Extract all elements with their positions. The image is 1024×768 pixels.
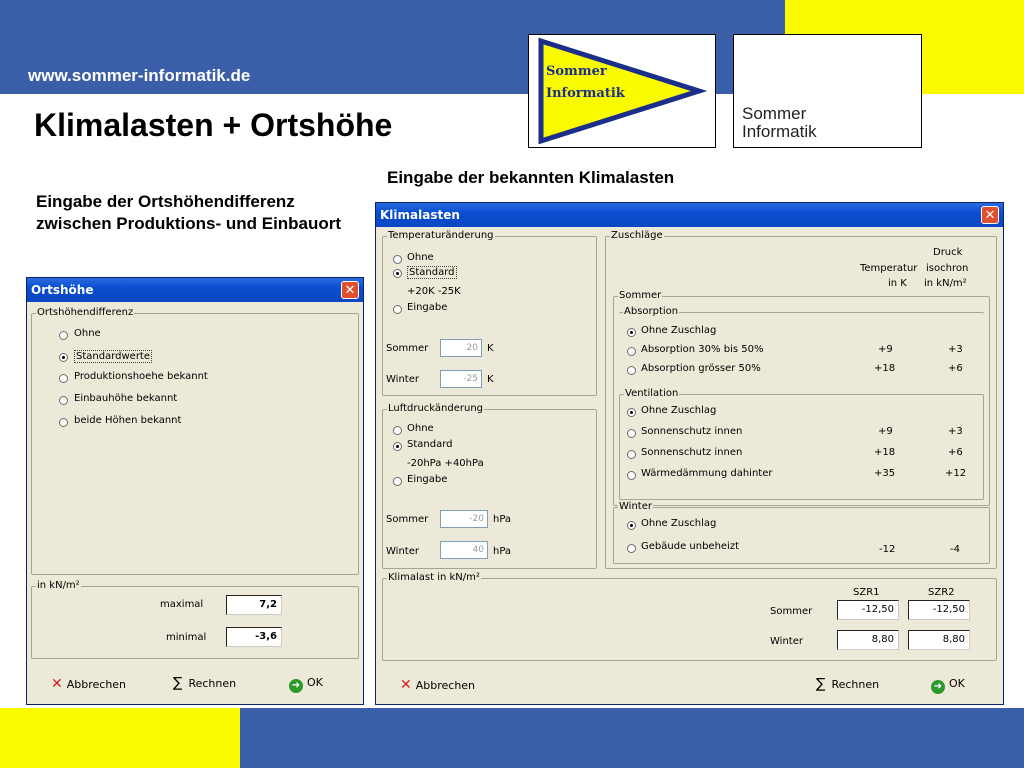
logo-text-1: Sommer (742, 104, 807, 123)
vent-temp-1: +9 (878, 426, 893, 437)
text-logo (733, 34, 922, 148)
calc-button[interactable]: ∑ Rechnen (816, 676, 880, 692)
ortshoehendifferenz-group (31, 307, 359, 575)
abs-temp-1: +9 (878, 344, 893, 355)
cancel-icon: ✕ (51, 676, 63, 692)
ventilation-label: Ventilation (625, 388, 679, 399)
abs-temp-2: +18 (874, 363, 896, 374)
abs-radio-1[interactable] (627, 347, 636, 356)
sigma-icon: ∑ (173, 675, 183, 691)
vent-temp-2: +18 (874, 447, 896, 458)
luft-sommer-unit: hPa (493, 514, 512, 525)
temp-winter-label: Winter (386, 374, 419, 385)
sigma-icon: ∑ (816, 676, 826, 692)
result-group-label: in kN/m² (37, 580, 80, 591)
result-winter-szr2: 8,80 (908, 630, 970, 650)
min-label: minimal (166, 632, 207, 643)
min-value: -3,6 (226, 627, 282, 647)
cancel-button[interactable]: ✕ Abbrechen (51, 676, 127, 692)
luft-option-eingabe[interactable]: Eingabe (407, 474, 448, 485)
abs-option-0[interactable]: Ohne Zuschlag (641, 325, 717, 336)
col-header-druck-unit: in kN/m² (924, 278, 967, 289)
temp-winter-unit: K (487, 374, 494, 385)
winter-temp-1: -12 (879, 544, 896, 555)
temperatur-group (382, 230, 597, 396)
luft-standard-values: -20hPa +40hPa (407, 458, 484, 469)
sommer-label: Sommer (619, 290, 662, 301)
klimalast-result-group (382, 572, 997, 661)
result-sommer-label: Sommer (770, 606, 813, 617)
ok-arrow-icon: ➜ (931, 680, 945, 694)
klimalasten-dialog (375, 202, 1004, 705)
abs-druck-2: +6 (948, 363, 963, 374)
vent-option-2[interactable]: Sonnenschutz innen (641, 447, 743, 458)
luftdruck-label: Luftdruckänderung (388, 403, 484, 414)
ok-button[interactable]: ➜ OK (289, 676, 323, 693)
option-ohne[interactable]: Ohne (74, 328, 101, 339)
col-header-temperatur: Temperatur (860, 263, 918, 274)
vent-radio-2[interactable] (627, 450, 636, 459)
luft-option-standard[interactable]: Standard (407, 439, 453, 450)
logo-word-2: Informatik (546, 86, 625, 101)
result-winter-label: Winter (770, 636, 803, 647)
temp-radio-ohne[interactable] (393, 255, 402, 264)
vent-radio-0[interactable] (627, 408, 636, 417)
abs-option-1[interactable]: Absorption 30% bis 50% (641, 344, 764, 355)
temp-option-ohne[interactable]: Ohne (407, 252, 434, 263)
ok-button[interactable]: ➜ OK (931, 677, 965, 694)
subtitle-ortshoehe: Eingabe der Ortshöhendifferenz zwischen Produktions- und Einbauort (36, 192, 342, 233)
vent-druck-3: +12 (945, 468, 967, 479)
vent-druck-2: +6 (948, 447, 963, 458)
vent-radio-1[interactable] (627, 429, 636, 438)
result-group (31, 580, 359, 659)
max-label: maximal (160, 599, 204, 610)
col-szr2: SZR2 (928, 587, 955, 598)
vent-option-1[interactable]: Sonnenschutz innen (641, 426, 743, 437)
klimalast-result-label: Klimalast in kN/m² (388, 572, 480, 583)
ortshoehe-title: Ortshöhe (31, 283, 94, 297)
abs-option-2[interactable]: Absorption grösser 50% (641, 363, 761, 374)
vent-temp-3: +35 (874, 468, 896, 479)
temp-option-standard[interactable]: Standard (409, 267, 455, 278)
subtitle-klimalasten: Eingabe der bekannten Klimalasten (387, 168, 675, 187)
winter-druck-1: -4 (950, 544, 960, 555)
winter-radio-0[interactable] (627, 521, 636, 530)
klimalasten-titlebar (376, 203, 1003, 227)
zuschlaege-group (605, 230, 997, 569)
abs-druck-1: +3 (948, 344, 963, 355)
max-value: 7,2 (226, 595, 282, 615)
calc-button[interactable]: ∑ Rechnen (173, 675, 237, 691)
ortshoehe-dialog (26, 277, 364, 705)
cancel-icon: ✕ (400, 677, 412, 693)
close-icon[interactable]: ✕ (341, 281, 359, 299)
luft-option-ohne[interactable]: Ohne (407, 423, 434, 434)
luft-winter-unit: hPa (493, 546, 512, 557)
luft-sommer-label: Sommer (386, 514, 429, 525)
ok-arrow-icon: ➜ (289, 679, 303, 693)
radio-produktionshoehe[interactable] (59, 374, 68, 383)
col-szr1: SZR1 (853, 587, 880, 598)
luft-winter-label: Winter (386, 546, 419, 557)
result-sommer-szr2: -12,50 (908, 600, 970, 620)
radio-einbauhoehe[interactable] (59, 396, 68, 405)
luft-radio-eingabe[interactable] (393, 477, 402, 486)
temp-radio-standard[interactable] (393, 269, 402, 278)
temp-option-eingabe[interactable]: Eingabe (407, 302, 448, 313)
abs-radio-2[interactable] (627, 366, 636, 375)
temp-winter-field[interactable]: -25 (440, 370, 482, 388)
luft-radio-standard[interactable] (393, 442, 402, 451)
klimalasten-title: Klimalasten (380, 208, 460, 222)
temperatur-label: Temperaturänderung (388, 230, 494, 241)
winter-label: Winter (619, 501, 652, 512)
luft-winter-field[interactable]: 40 (440, 541, 488, 559)
vent-radio-3[interactable] (627, 471, 636, 480)
luft-radio-ohne[interactable] (393, 426, 402, 435)
luftdruck-group (382, 403, 597, 569)
radio-standardwerte[interactable] (59, 353, 68, 362)
logo-word-1: Sommer (546, 64, 607, 79)
result-sommer-szr1: -12,50 (837, 600, 899, 620)
col-header-druck: Druck (933, 247, 963, 258)
vent-option-0[interactable]: Ohne Zuschlag (641, 405, 717, 416)
option-standardwerte[interactable]: Standardwerte (76, 351, 151, 362)
winter-option-0[interactable]: Ohne Zuschlag (641, 518, 717, 529)
temp-sommer-unit: K (487, 343, 494, 354)
winter-radio-1[interactable] (627, 544, 636, 553)
option-beide-hoehen[interactable]: beide Höhen bekannt (74, 415, 182, 426)
ortshoehe-titlebar (27, 278, 363, 302)
winter-group (613, 501, 990, 564)
luft-sommer-field[interactable]: -20 (440, 510, 488, 528)
logo-text-2: Informatik (742, 122, 817, 141)
zuschlaege-label: Zuschläge (611, 230, 663, 241)
temp-radio-eingabe[interactable] (393, 305, 402, 314)
slide-title: Klimalasten + Ortshöhe (34, 107, 393, 143)
option-einbauhoehe[interactable]: Einbauhöhe bekannt (74, 393, 178, 404)
col-header-isochron: isochron (926, 263, 969, 274)
radio-ohne[interactable] (59, 331, 68, 340)
sommer-group (613, 290, 990, 506)
temp-sommer-label: Sommer (386, 343, 429, 354)
vent-option-3[interactable]: Wärmedämmung dahinter (641, 468, 773, 479)
col-header-temp-unit: in K (888, 278, 907, 289)
absorption-label: Absorption (624, 306, 679, 317)
footer-accent (0, 708, 240, 768)
footer-band (240, 708, 1024, 768)
abs-radio-0[interactable] (627, 328, 636, 337)
website-url[interactable]: www.sommer-informatik.de (28, 66, 251, 85)
group-label: Ortshöhendifferenz (37, 307, 134, 318)
winter-option-1[interactable]: Gebäude unbeheizt (641, 541, 740, 552)
temp-standard-values: +20K -25K (407, 286, 461, 297)
vent-druck-1: +3 (948, 426, 963, 437)
result-winter-szr1: 8,80 (837, 630, 899, 650)
temp-sommer-field[interactable]: 20 (440, 339, 482, 357)
cancel-button[interactable]: ✕ Abbrechen (400, 677, 476, 693)
close-icon[interactable]: ✕ (981, 206, 999, 224)
radio-beide-hoehen[interactable] (59, 418, 68, 427)
pennant-logo (528, 34, 716, 148)
option-produktionshoehe[interactable]: Produktionshoehe bekannt (74, 371, 208, 382)
